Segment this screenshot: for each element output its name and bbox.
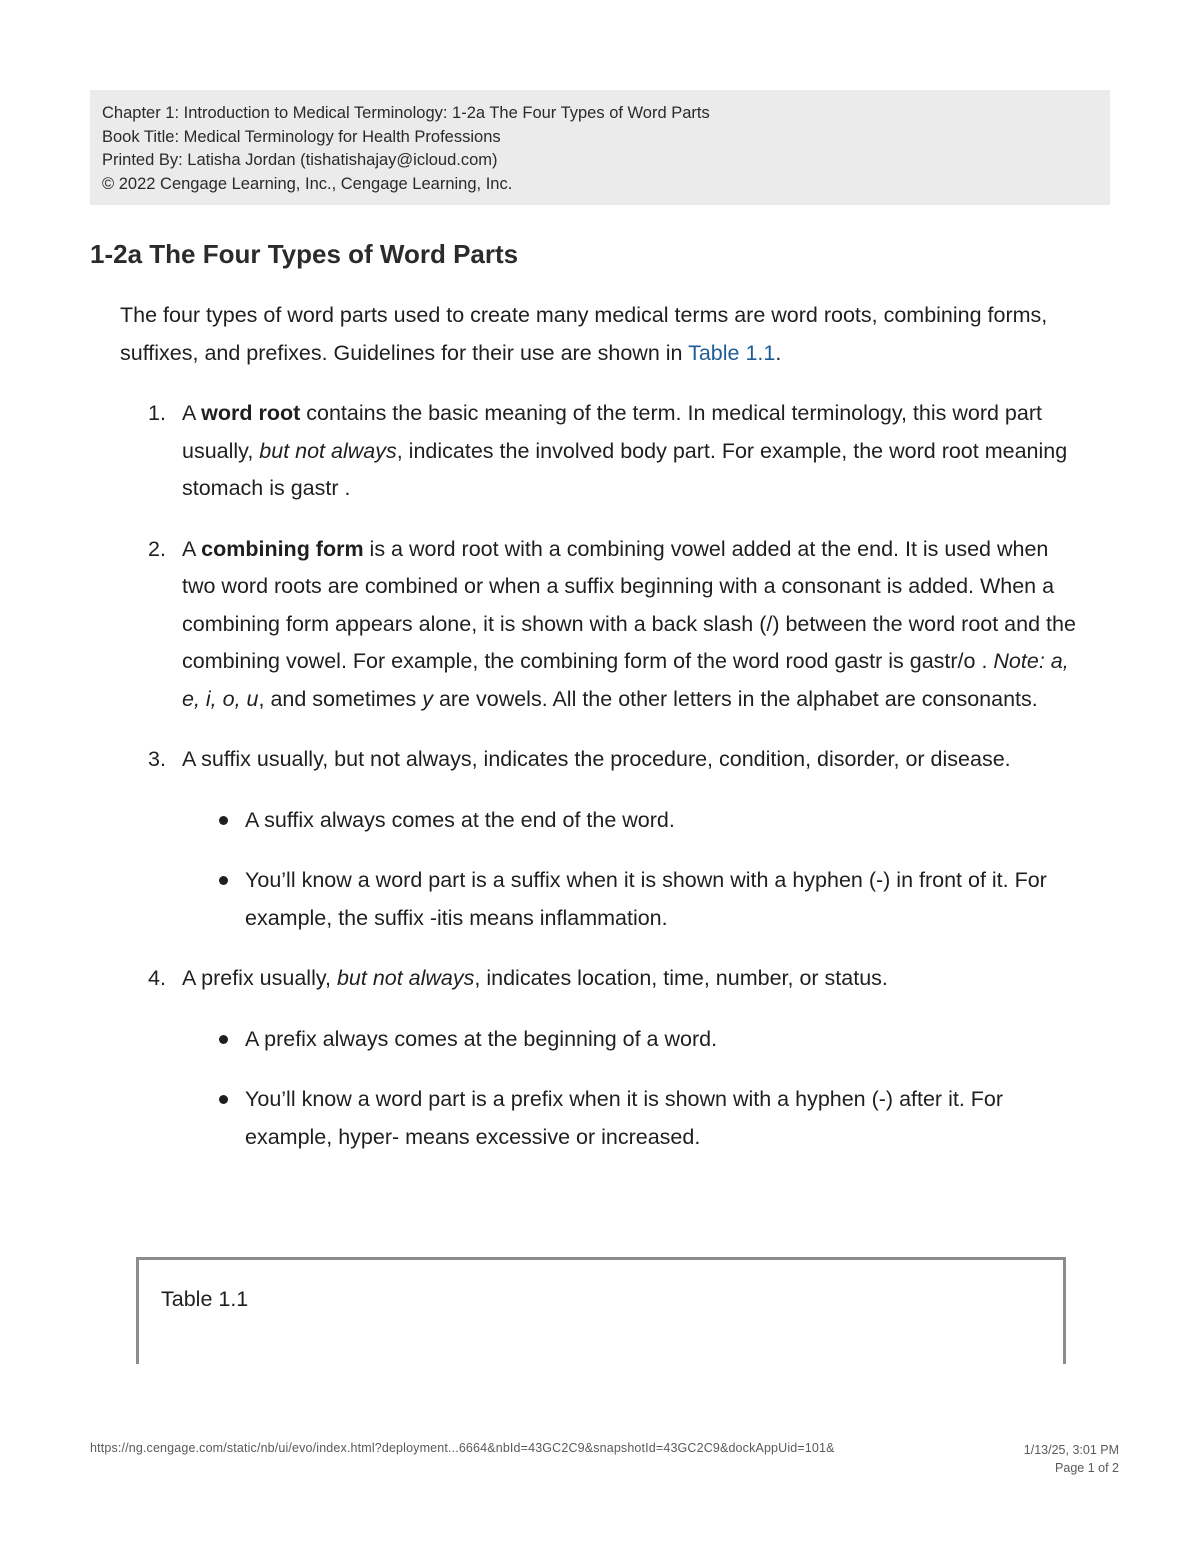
copyright-line: © 2022 Cengage Learning, Inc., Cengage Learning, Inc. [102,174,513,193]
section-title: 1-2a The Four Types of Word Parts [90,239,519,269]
prefix-bullets [182,1021,1080,1157]
list-item-word-root [120,395,1080,508]
list-number: 4. [148,966,166,990]
footer-meta [1024,1441,1119,1477]
bullet-text: You’ll know a word part is a prefix when it is shown with a hyphen (-) after it. For example, hyper- means excessive or increased. [245,1087,1004,1149]
table-1-1-link[interactable]: Table 1.1 [688,340,776,365]
item-emphasis: y [422,686,433,711]
footer-datetime: 1/13/25, 3:01 PM [1023,1443,1119,1457]
suffix-bullets [182,802,1080,938]
item-text: A [182,536,202,561]
bullet-icon [219,876,228,885]
chapter-line: Chapter 1: Introduction to Medical Terminology: 1-2a The Four Types of Word Parts [102,104,710,122]
bullet-text: You’ll know a word part is a suffix when it is shown with a hyphen (-) in front of it. For example, the suffix -itis means inflammation. [245,868,1047,930]
item-text: A suffix usually, but not always, indicates the procedure, condition, disorder, or disease. [182,747,1011,771]
bullet-icon [219,816,228,825]
list-item-combining-form [120,531,1080,719]
printed-by-line: Printed By: Latisha Jordan (tishatishajay@icloud.com) [102,151,498,169]
item-text: , and sometimes [258,686,423,711]
item-note: Note: a, e, i, o, u [182,649,1069,711]
item-emphasis: but not always [259,438,397,463]
print-info-header [90,90,1110,205]
bullet-icon [219,1095,228,1104]
item-text: A prefix usually, [182,966,337,990]
footer-url: https://ng.cengage.com/static/nb/ui/evo/index.html?deployment...6664&nbId=43GC2C9&snapshotId=43GC2C9&dockAppUid=101& [90,1441,835,1455]
word-part-list [120,395,1080,1156]
item-text: are vowels. All the other letters in the alphabet are consonants. [432,686,1038,711]
table-caption: Table 1.1 [161,1287,249,1311]
book-title-line: Book Title: Medical Terminology for Health Professions [102,127,501,146]
item-text: , indicates the involved body part. For example, the word root meaning stomach is gastr . [182,438,1068,500]
table-1-1-frame [136,1257,1066,1364]
list-number: 3. [148,747,166,771]
list-number: 1. [148,401,166,425]
item-text: A [182,401,202,425]
list-item-suffix [120,741,1080,937]
list-number: 2. [148,536,166,561]
bullet-icon [219,1035,228,1044]
list-item-prefix [120,960,1080,1156]
footer-page-number: Page 1 of 2 [1055,1461,1119,1475]
bullet-item [182,802,1080,840]
bullet-item [182,1021,1080,1059]
item-text: is a word root with a combining vowel added at the end. It is used when two word roots are combined or when a suffix beginning with a consonant is added. When a combining form appears alone, it is shown with a back slash (/) between the word root and the combining vowel. For example, the combining form of the word rood gastr is gastr/o . [182,536,1076,673]
term-word-root: word root [201,401,301,425]
item-text: , indicates location, time, number, or status. [474,966,888,990]
bullet-item [182,1081,1080,1156]
intro-end: . [775,340,782,365]
intro-text: The four types of word parts used to create many medical terms are word roots, combining forms, suffixes, and prefixes. Guidelines for their use are shown in [120,303,1048,365]
item-text: contains the basic meaning of the term. In medical terminology, this word part usually, [182,401,1042,463]
bullet-text: A prefix always comes at the beginning of a word. [245,1026,718,1051]
term-combining-form: combining form [201,536,364,561]
bullet-item [182,862,1080,937]
main-content [120,297,1080,1179]
bullet-text: A suffix always comes at the end of the word. [245,807,675,832]
intro-paragraph [120,297,1080,372]
item-emphasis: but not always [336,966,475,990]
